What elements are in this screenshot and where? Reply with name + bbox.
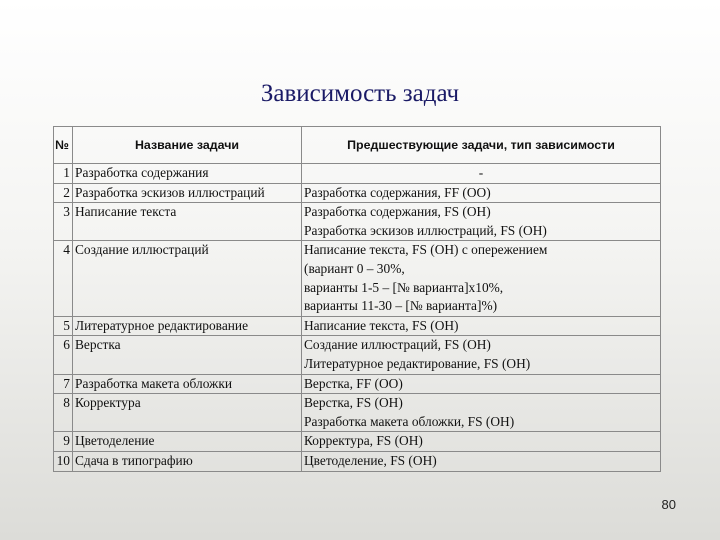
task-dependency-table xyxy=(53,126,661,472)
task-name: Создание иллюстраций xyxy=(73,241,302,316)
header-task-name: Название задачи xyxy=(73,127,302,164)
table-header-row xyxy=(54,127,661,164)
task-predecessors xyxy=(302,374,661,394)
table-row xyxy=(54,336,661,374)
task-number: 1 xyxy=(54,164,73,184)
table-row xyxy=(54,241,661,316)
predecessor-line: (вариант 0 – 30%, xyxy=(304,260,405,276)
table-row xyxy=(54,451,661,471)
task-name: Разработка эскизов иллюстраций xyxy=(73,183,302,203)
table-row xyxy=(54,183,661,203)
predecessor-line: - xyxy=(478,165,484,180)
task-predecessors xyxy=(302,451,661,471)
predecessor-line: варианты 1-5 – [№ варианта]х10%, xyxy=(304,279,504,295)
task-number: 3 xyxy=(54,203,73,241)
task-name: Корректура xyxy=(73,394,302,432)
predecessor-line: Верстка, FF (ОО) xyxy=(304,375,403,391)
task-name: Написание текста xyxy=(73,203,302,241)
task-name: Разработка содержания xyxy=(73,164,302,184)
predecessor-line: Верстка, FS (ОН) xyxy=(304,395,403,411)
slide-title: Зависимость задач xyxy=(260,80,460,107)
task-predecessors xyxy=(302,432,661,452)
task-number: 4 xyxy=(54,241,73,316)
predecessor-line: Написание текста, FS (ОН) xyxy=(304,317,459,333)
task-predecessors xyxy=(302,164,661,184)
task-number: 9 xyxy=(54,432,73,452)
task-number: 6 xyxy=(54,336,73,374)
task-name: Разработка макета обложки xyxy=(73,374,302,394)
table-row xyxy=(54,432,661,452)
task-predecessors xyxy=(302,241,661,316)
predecessor-line: Разработка содержания, FS (ОН) xyxy=(304,204,491,220)
predecessor-line: Разработка содержания, FF (ОО) xyxy=(304,184,491,200)
task-predecessors xyxy=(302,336,661,374)
task-predecessors xyxy=(302,203,661,241)
predecessor-line: Корректура, FS (ОН) xyxy=(304,433,423,449)
task-predecessors xyxy=(302,316,661,336)
task-predecessors xyxy=(302,394,661,432)
header-number: № xyxy=(54,127,73,164)
task-name: Литературное редактирование xyxy=(73,316,302,336)
predecessor-line: Написание текста, FS (ОН) с опережением xyxy=(304,242,548,258)
task-predecessors xyxy=(302,183,661,203)
header-predecessors: Предшествующие задачи, тип зависимости xyxy=(302,127,661,164)
predecessor-line: Разработка макета обложки, FS (ОН) xyxy=(304,413,515,429)
task-number: 10 xyxy=(54,451,73,471)
predecessor-line: Создание иллюстраций, FS (ОН) xyxy=(304,337,491,353)
predecessor-line: Разработка эскизов иллюстраций, FS (ОН) xyxy=(304,222,547,238)
predecessor-line: Литературное редактирование, FS (ОН) xyxy=(304,355,531,371)
table-row xyxy=(54,394,661,432)
task-number: 8 xyxy=(54,394,73,432)
table-row xyxy=(54,374,661,394)
task-number: 2 xyxy=(54,183,73,203)
table-row xyxy=(54,164,661,184)
predecessor-line: Цветоделение, FS (ОН) xyxy=(304,452,437,468)
task-number: 7 xyxy=(54,374,73,394)
table-row xyxy=(54,203,661,241)
table-row xyxy=(54,316,661,336)
task-name: Цветоделение xyxy=(73,432,302,452)
task-name: Верстка xyxy=(73,336,302,374)
task-name: Сдача в типографию xyxy=(73,451,302,471)
page-number: 80 xyxy=(661,497,676,512)
predecessor-line: варианты 11-30 – [№ варианта]%) xyxy=(304,298,498,314)
task-number: 5 xyxy=(54,316,73,336)
